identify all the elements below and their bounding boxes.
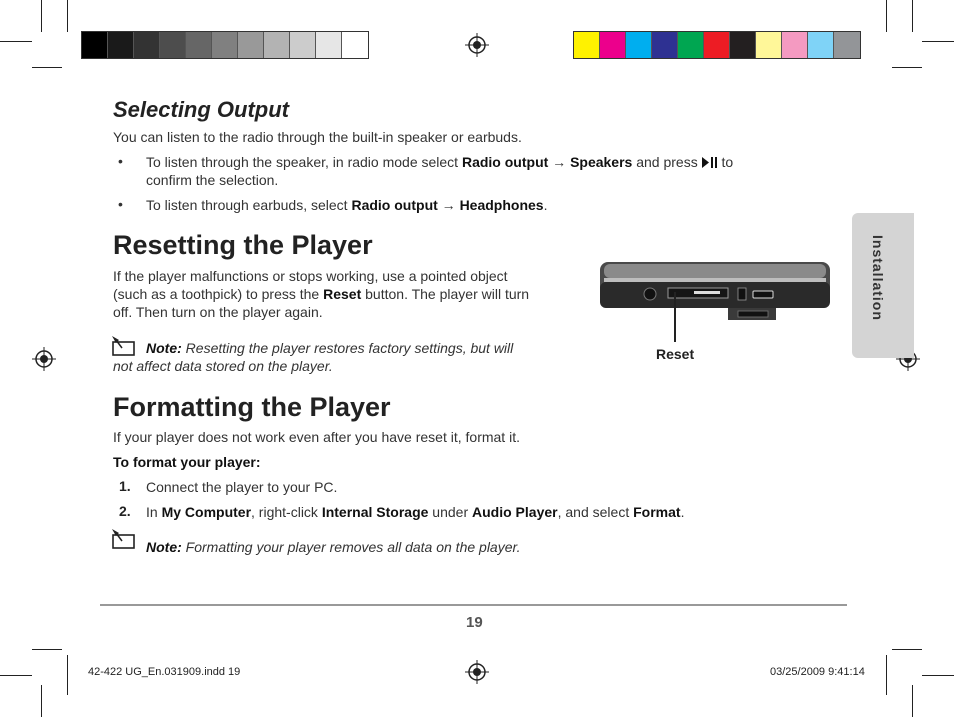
- bullet-marker: •: [118, 153, 123, 169]
- registration-mark-icon: [465, 660, 489, 684]
- bullet-speaker: To listen through the speaker, in radio mode select Radio output → Speakers and press to: [146, 154, 734, 170]
- registration-mark-icon: [32, 347, 56, 371]
- color-swatch: [756, 32, 782, 58]
- player-reset-illustration: [598, 260, 832, 342]
- crop-mark: [41, 685, 42, 717]
- step-1: Connect the player to your PC.: [146, 479, 338, 495]
- resetting-heading: Resetting the Player: [113, 230, 373, 260]
- color-swatch: [808, 32, 834, 58]
- formatting-intro: If your player does not work even after you have reset it, format it.: [113, 429, 520, 445]
- crop-mark: [41, 0, 42, 32]
- crop-mark: [912, 0, 913, 32]
- color-swatch: [108, 32, 134, 58]
- color-swatch: [834, 32, 860, 58]
- slug-filename: 42-422 UG_En.031909.indd 19: [88, 666, 241, 678]
- page-number: 19: [466, 614, 483, 631]
- step-number: 1.: [119, 478, 131, 494]
- color-swatch: [264, 32, 290, 58]
- cmyk-color-bar: [573, 31, 861, 59]
- bullet-marker: •: [118, 196, 123, 212]
- resetting-line1: If the player malfunctions or stops working, use a pointed object: [113, 268, 508, 284]
- color-swatch: [678, 32, 704, 58]
- color-swatch: [316, 32, 342, 58]
- crop-mark: [892, 649, 922, 650]
- crop-mark: [922, 41, 954, 42]
- crop-mark: [922, 675, 954, 676]
- color-swatch: [238, 32, 264, 58]
- bullet-speaker-line2: confirm the selection.: [146, 172, 279, 188]
- step-2: In My Computer, right-click Internal Storage under Audio Player, and select Format.: [146, 504, 685, 520]
- color-swatch: [342, 32, 368, 58]
- side-tab-label: Installation: [870, 235, 886, 321]
- crop-mark: [892, 67, 922, 68]
- crop-mark: [67, 0, 68, 32]
- slug-timestamp: 03/25/2009 9:41:14: [770, 666, 865, 678]
- color-swatch: [574, 32, 600, 58]
- color-swatch: [600, 32, 626, 58]
- note-icon: [110, 528, 136, 550]
- play-pause-icon: [702, 157, 718, 168]
- crop-mark: [0, 675, 32, 676]
- formatting-subhead: To format your player:: [113, 454, 261, 470]
- step-number: 2.: [119, 503, 131, 519]
- color-swatch: [782, 32, 808, 58]
- reset-note-line2: not affect data stored on the player.: [113, 358, 333, 374]
- color-swatch: [82, 32, 108, 58]
- crop-mark: [886, 655, 887, 695]
- formatting-heading: Formatting the Player: [113, 392, 391, 422]
- selecting-output-heading: Selecting Output: [113, 97, 289, 122]
- footer-rule: [100, 604, 847, 606]
- arrow-right-icon: →: [552, 154, 567, 170]
- color-swatch: [212, 32, 238, 58]
- section-side-tab: [852, 213, 914, 358]
- resetting-line2: (such as a toothpick) to press the Reset button. The player will turn: [113, 286, 530, 302]
- color-swatch: [626, 32, 652, 58]
- arrow-right-icon: →: [441, 197, 456, 213]
- reset-note: Note: Resetting the player restores factory settings, but will: [146, 340, 514, 356]
- registration-mark-icon: [465, 33, 489, 57]
- crop-mark: [912, 685, 913, 717]
- crop-mark: [67, 655, 68, 695]
- color-swatch: [652, 32, 678, 58]
- note-icon: [110, 335, 136, 357]
- crop-mark: [0, 41, 32, 42]
- format-note: Note: Formatting your player removes all data on the player.: [146, 539, 521, 555]
- color-swatch: [290, 32, 316, 58]
- grayscale-color-bar: [81, 31, 369, 59]
- color-swatch: [134, 32, 160, 58]
- color-swatch: [160, 32, 186, 58]
- resetting-line3: off. Then turn on the player again.: [113, 304, 323, 320]
- color-swatch: [186, 32, 212, 58]
- reset-image-label: Reset: [656, 346, 695, 362]
- crop-mark: [886, 0, 887, 32]
- crop-mark: [32, 67, 62, 68]
- color-swatch: [730, 32, 756, 58]
- color-swatch: [704, 32, 730, 58]
- selecting-output-intro: You can listen to the radio through the built-in speaker or earbuds.: [113, 129, 522, 145]
- crop-mark: [32, 649, 62, 650]
- bullet-earbuds: To listen through earbuds, select Radio output → Headphones.: [146, 197, 548, 213]
